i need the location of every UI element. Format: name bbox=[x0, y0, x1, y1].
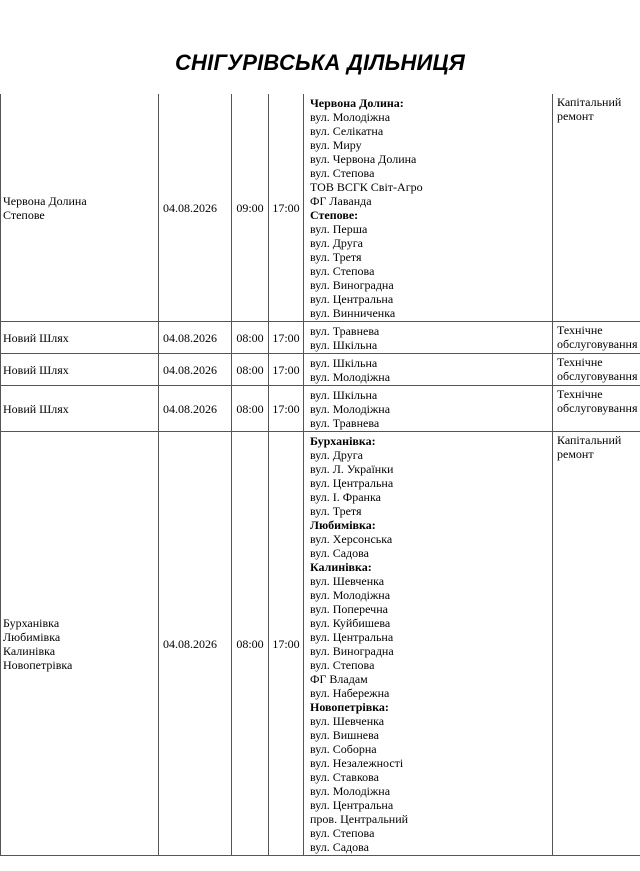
addresses-cell bbox=[304, 322, 553, 354]
street-address: вул. Центральна bbox=[310, 798, 394, 812]
settlement-heading: Червона Долина: bbox=[310, 96, 404, 110]
table-row bbox=[1, 322, 640, 354]
street-address: вул. Молодіжна bbox=[310, 110, 391, 124]
street-address: вул. Л. Українки bbox=[310, 462, 394, 476]
street-address: вул. Молодіжна bbox=[310, 588, 391, 602]
addresses-cell bbox=[304, 432, 553, 856]
date-cell: 04.08.2026 bbox=[159, 94, 232, 322]
street-address: ФГ Владам bbox=[310, 672, 368, 686]
street-address: вул. Садова bbox=[310, 840, 369, 854]
work-type-cell: Технічне обслуговування bbox=[553, 354, 640, 386]
street-address: вул. Молодіжна bbox=[310, 370, 391, 384]
addresses-cell bbox=[304, 94, 553, 322]
street-address: вул. Виноградна bbox=[310, 278, 394, 292]
end-time-cell: 17:00 bbox=[269, 386, 304, 432]
settlement-cell bbox=[1, 94, 159, 322]
settlement-name: Новопетрівка bbox=[3, 657, 73, 672]
settlement-cell bbox=[1, 354, 159, 386]
street-address: вул. Степова bbox=[310, 826, 375, 840]
date-cell: 04.08.2026 bbox=[159, 354, 232, 386]
settlement-heading: Бурханівка: bbox=[310, 434, 376, 448]
settlement-name: Бурханівка bbox=[3, 615, 60, 630]
street-address: вул. Соборна bbox=[310, 742, 377, 756]
street-address: вул. Виноградна bbox=[310, 644, 394, 658]
addresses-cell bbox=[304, 386, 553, 432]
street-address: ТОВ ВСГК Світ-Агро bbox=[310, 180, 423, 194]
street-address: пров. Центральний bbox=[310, 812, 409, 826]
settlement-name: Новий Шлях bbox=[3, 362, 69, 377]
start-time-cell: 08:00 bbox=[232, 354, 269, 386]
street-address: вул. Куйбишева bbox=[310, 616, 391, 630]
street-address: вул. Миру bbox=[310, 138, 362, 152]
street-address: вул. Молодіжна bbox=[310, 402, 391, 416]
street-address: вул. Степова bbox=[310, 166, 375, 180]
street-address: вул. Вишнева bbox=[310, 728, 379, 742]
street-address: ФГ Лаванда bbox=[310, 194, 372, 208]
table-row bbox=[1, 354, 640, 386]
settlement-name: Любимівка bbox=[3, 629, 61, 644]
start-time-cell: 08:00 bbox=[232, 386, 269, 432]
settlement-cell bbox=[1, 432, 159, 856]
street-address: вул. Степова bbox=[310, 264, 375, 278]
street-address: вул. Херсонська bbox=[310, 532, 393, 546]
street-address: вул. Перша bbox=[310, 222, 368, 236]
end-time-cell: 17:00 bbox=[269, 94, 304, 322]
street-address: вул. Поперечна bbox=[310, 602, 388, 616]
work-type-cell: Технічне обслуговування bbox=[553, 322, 640, 354]
street-address: вул. Шкільна bbox=[310, 338, 378, 352]
street-address: вул. Незалежності bbox=[310, 756, 404, 770]
settlement-name: Степове bbox=[3, 207, 45, 222]
settlement-cell bbox=[1, 322, 159, 354]
street-address: вул. Травнева bbox=[310, 416, 380, 430]
street-address: вул. Третя bbox=[310, 504, 362, 518]
work-type-cell: Технічне обслуговування bbox=[553, 386, 640, 432]
street-address: вул. Шкільна bbox=[310, 356, 378, 370]
settlement-name: Червона Долина bbox=[3, 193, 87, 208]
street-address: вул. І. Франка bbox=[310, 490, 381, 504]
street-address: вул. Центральна bbox=[310, 630, 394, 644]
street-address: вул. Винниченка bbox=[310, 306, 396, 320]
street-address: вул. Травнева bbox=[310, 324, 380, 338]
start-time-cell: 08:00 bbox=[232, 432, 269, 856]
work-type-cell: Капітальний ремонт bbox=[553, 432, 640, 856]
street-address: вул. Центральна bbox=[310, 292, 394, 306]
date-cell: 04.08.2026 bbox=[159, 322, 232, 354]
table-row bbox=[1, 432, 640, 856]
settlement-name: Новий Шлях bbox=[3, 330, 69, 345]
street-address: вул. Друга bbox=[310, 448, 363, 462]
street-address: вул. Друга bbox=[310, 236, 363, 250]
street-address: вул. Шевченка bbox=[310, 714, 385, 728]
street-address: вул. Шевченка bbox=[310, 574, 385, 588]
settlement-name: Новий Шлях bbox=[3, 401, 69, 416]
settlement-heading: Калинівка: bbox=[310, 560, 372, 574]
street-address: вул. Степова bbox=[310, 658, 375, 672]
street-address: вул. Ставкова bbox=[310, 770, 379, 784]
end-time-cell: 17:00 bbox=[269, 432, 304, 856]
work-type-cell: Капітальний ремонт bbox=[553, 94, 640, 322]
addresses-cell bbox=[304, 354, 553, 386]
street-address: вул. Селікатна bbox=[310, 124, 384, 138]
end-time-cell: 17:00 bbox=[269, 322, 304, 354]
end-time-cell: 17:00 bbox=[269, 354, 304, 386]
settlement-cell bbox=[1, 386, 159, 432]
table-row bbox=[1, 94, 640, 322]
street-address: вул. Набережна bbox=[310, 686, 390, 700]
date-cell: 04.08.2026 bbox=[159, 432, 232, 856]
page-title: СНІГУРІВСЬКА ДІЛЬНИЦЯ bbox=[174, 50, 466, 75]
street-address: вул. Червона Долина bbox=[310, 152, 417, 166]
start-time-cell: 09:00 bbox=[232, 94, 269, 322]
table-row bbox=[1, 386, 640, 432]
settlement-heading: Новопетрівка: bbox=[310, 700, 389, 714]
settlement-heading: Степове: bbox=[310, 208, 359, 222]
street-address: вул. Садова bbox=[310, 546, 369, 560]
settlement-heading: Любимівка: bbox=[310, 518, 376, 532]
street-address: вул. Шкільна bbox=[310, 388, 378, 402]
street-address: вул. Молодіжна bbox=[310, 784, 391, 798]
outage-schedule-table bbox=[0, 94, 640, 856]
street-address: вул. Третя bbox=[310, 250, 362, 264]
street-address: вул. Центральна bbox=[310, 476, 394, 490]
date-cell: 04.08.2026 bbox=[159, 386, 232, 432]
start-time-cell: 08:00 bbox=[232, 322, 269, 354]
settlement-name: Калинівка bbox=[3, 643, 56, 658]
